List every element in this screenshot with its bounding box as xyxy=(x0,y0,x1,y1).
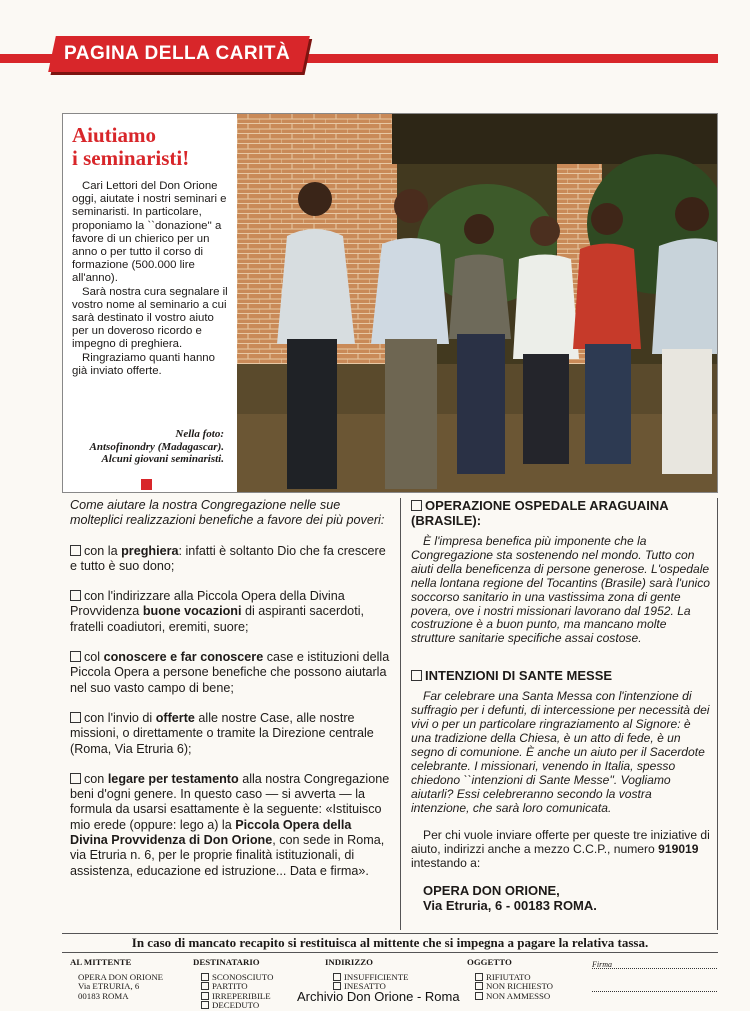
help-item: con la preghiera: infatti è soltanto Dio che fa crescere e tutto è suo dono; xyxy=(70,543,386,573)
photo-caption: Nella foto: Antsofinondry (Madagascar). Alcuni giovani seminaristi. xyxy=(89,428,224,465)
hospital-heading: OPERAZIONE OSPEDALE ARAGUAINA (BRASILE): xyxy=(411,498,669,528)
address-line: Via Etruria, 6 - 00183 ROMA. xyxy=(423,898,597,914)
intro-paragraph: Ringraziamo quanti hanno già inviato offerte. xyxy=(72,351,215,377)
intro-column xyxy=(72,124,232,378)
donation-text: Per chi vuole inviare offerte per queste tre iniziative di aiuto, indirizzi anche a mezzo C.C.P., numero 919019 intestando a: xyxy=(411,828,710,871)
checkbox-square-icon xyxy=(70,651,81,662)
masses-text: Far celebrare una Santa Messa con l'intenzione di suffragio per i defunti, di intercessione per necessità dei vivi o per un particolare ringraziamento al Signore: è una tradizione della Chiesa, è un atto di fede, è un segno di comunione. È anche un aiuto per il Sacerdote celebrante. I missionari, venendo in Italia, spesso chiedono ``intenzioni di Sante Messe''. Vogliamo aiutarli? Essi celebreranno secondo la vostra intenzione, che sarà loro comunicata. xyxy=(411,689,710,815)
help-list xyxy=(70,498,390,894)
red-square-icon xyxy=(141,479,152,490)
checkbox-icon[interactable] xyxy=(201,992,209,1000)
intro-paragraph: Cari Lettori del Don Orione oggi, aiutate i nostri seminari e seminaristi. In particolare, proponiamo la ``donazione'' a favore di un chierico per un anno o per tutto il corso di formazione (500.000 lire all'anno). xyxy=(72,180,227,285)
intro-paragraph: Sarà nostra cura segnalare il vostro nome al seminario a cui sarà destinato il vostro aiuto per un doveroso ricordo e impegno di preghiera. xyxy=(72,285,228,351)
checkbox-square-icon xyxy=(411,670,422,681)
checkbox-square-icon xyxy=(411,500,422,511)
sender-block: AL MITTENTE OPERA DON ORIONE Via ETRURIA, 6 00183 ROMA xyxy=(70,957,164,1001)
checkbox-icon[interactable] xyxy=(475,982,483,990)
initiatives-column xyxy=(400,498,718,930)
checkbox-icon[interactable] xyxy=(475,992,483,1000)
masses-heading: INTENZIONI DI SANTE MESSE xyxy=(411,668,711,683)
archive-watermark: Archivio Don Orione - Roma xyxy=(297,989,460,1004)
help-item: col conoscere e far conoscere case e istituzioni della Piccola Opera a persone benefiche che possono aiutarla nel suo vasto campo di bene; xyxy=(70,650,390,695)
checkbox-icon[interactable] xyxy=(333,973,341,981)
recipient-block: DESTINATARIO SCONOSCIUTO PARTITO IRREPERIBILE DECEDUTO xyxy=(193,957,274,1011)
help-item: con l'invio di offerte alle nostre Case, alle nostre missioni, o direttamente o tramite la Direzione centrale (Roma, Via Etruria 6); xyxy=(70,710,374,756)
hospital-text: È l'impresa benefica più imponente che la Congregazione sta sostenendo nel mondo. Tutto con aiuti della beneficenza di persone generose. L'ospedale nella lontana regione del Tocantins (Brasile) sarà l'unico soccorso sanitario in una vastissima zona di gente povera, ove i nostri missionari lavorano dal 1952. La costruzione è a buon punto, ma mancano molte strutture sanitarie specifiche assai costose. xyxy=(411,534,711,646)
seminarians-photo xyxy=(237,114,717,492)
section-title: PAGINA DELLA CARITÀ xyxy=(64,43,291,64)
address-status-block: INDIRIZZO INSUFFICIENTE INESATTO xyxy=(325,957,409,992)
intro-title: Aiutiamo i seminaristi! xyxy=(72,123,190,170)
help-item: con legare per testamento alla nostra Congregazione beni d'ogni genere. In questo caso — si avverta — la formula da usarsi esattamente è la seguente: «Istituisco mio erede (oppure: lego a) la Piccola Opera della Divina Provvidenza di Don Orione, con sede in Roma, via Etruria n. 6, per le proprie finalità istituzionali, di assistenza, educazione ed istruzione... Data e firma». xyxy=(70,771,390,878)
return-notice: In caso di mancato recapito si restituisca al mittente che si impegna a pagare la relativa tassa. xyxy=(62,933,718,953)
checkbox-square-icon xyxy=(70,590,81,601)
checkbox-square-icon xyxy=(70,712,81,723)
object-block: OGGETTO RIFIUTATO NON RICHIESTO NON AMMESSO xyxy=(467,957,554,1001)
checkbox-icon[interactable] xyxy=(201,973,209,981)
signature-field[interactable] xyxy=(592,960,717,1006)
signature-label: Firma xyxy=(592,960,612,969)
help-intro: Come aiutare la nostra Congregazione nelle sue molteplici realizzazioni benefiche a favore dei più poveri: xyxy=(70,498,385,528)
help-item: con l'indirizzare alla Piccola Opera della Divina Provvidenza buone vocazioni di aspiranti sacerdoti, fratelli coadiutori, eremiti, suore; xyxy=(70,589,364,634)
checkbox-icon[interactable] xyxy=(475,973,483,981)
checkbox-icon[interactable] xyxy=(201,982,209,990)
checkbox-icon[interactable] xyxy=(201,1001,209,1009)
checkbox-square-icon xyxy=(70,773,81,784)
address-line: OPERA DON ORIONE, xyxy=(423,883,560,899)
checkbox-square-icon xyxy=(70,545,81,556)
